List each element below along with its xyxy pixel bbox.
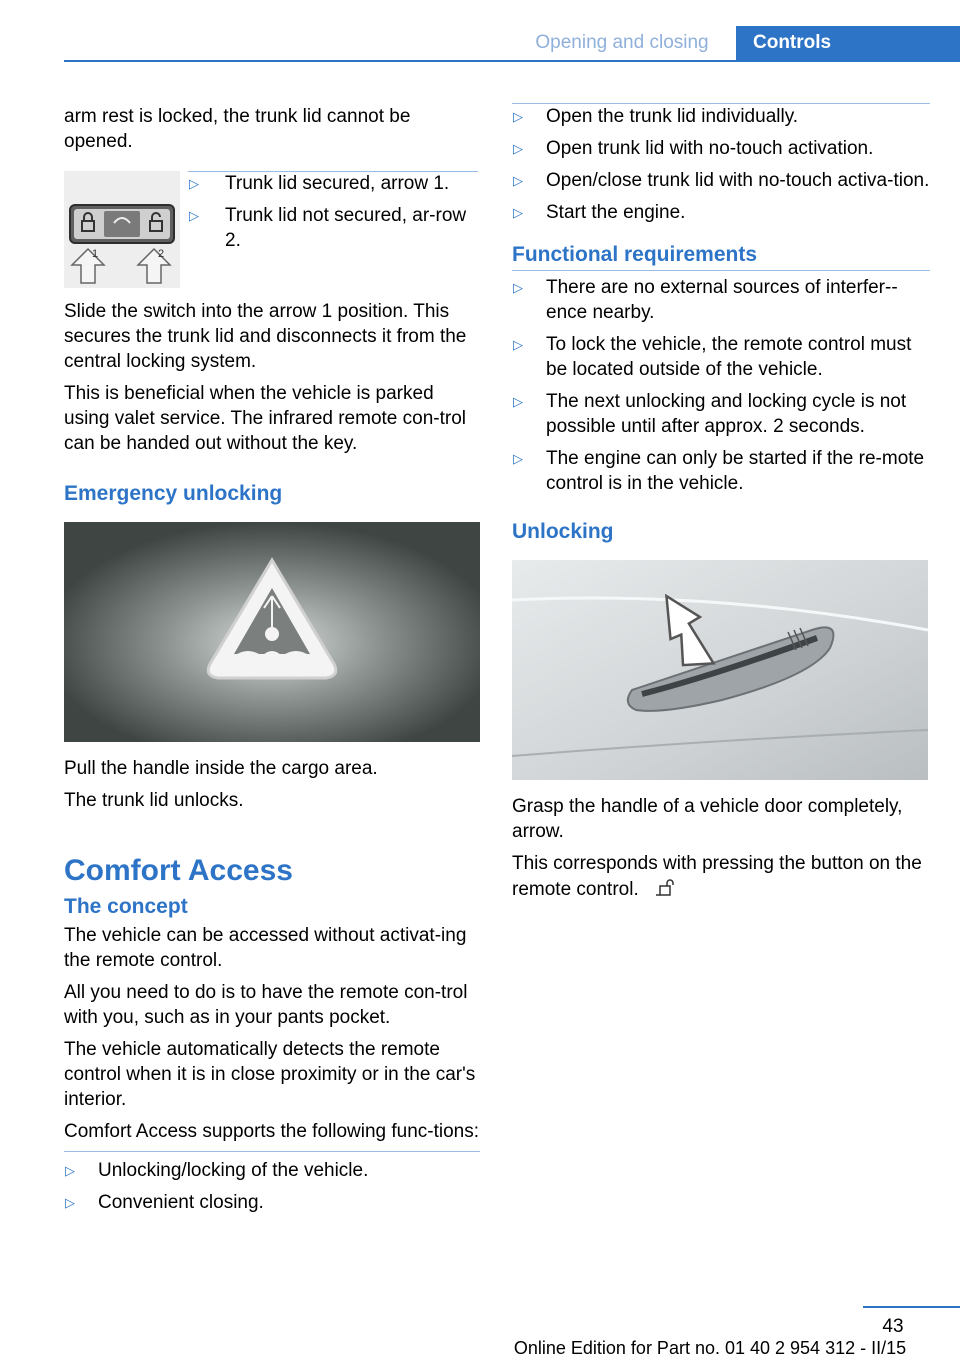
requirements-list: [512, 275, 930, 496]
triangle-bullet-icon: ▷: [513, 141, 523, 156]
functions-continued-list: [512, 104, 930, 225]
triangle-bullet-icon: ▷: [513, 109, 523, 124]
list-item: ▷ There are no external sources of interfer-ence nearby.: [513, 277, 898, 323]
triangle-bullet-icon: ▷: [513, 173, 523, 188]
header-section-title: Opening and closing: [535, 32, 709, 53]
switch-list-wrap: [188, 171, 478, 260]
section-end-icon: [654, 876, 680, 898]
triangle-bullet-icon: ▷: [513, 394, 523, 409]
triangle-bullet-icon: ▷: [513, 337, 523, 352]
intro-text: arm rest is locked, the trunk lid cannot be opened.: [64, 106, 411, 152]
trunk-switch-figure: [64, 171, 180, 288]
arrow-2-label: 2: [158, 248, 165, 260]
emergency-heading: Emergency unlocking: [64, 482, 283, 505]
switch-para-1: Slide the switch into the arrow 1 position. This secures the trunk lid and disconnects it from the central locking system.: [64, 301, 467, 372]
comfort-access-heading: Comfort Access: [64, 854, 293, 887]
list-item: ▷ Open the trunk lid individually.: [513, 106, 799, 127]
edition-line: Online Edition for Part no. 01 40 2 954 312 - II/15: [513, 1338, 907, 1358]
switch-list: [188, 171, 478, 253]
unlocking-para-2: This corresponds with pressing the button on the remote control.: [512, 853, 922, 900]
header-rule: [64, 60, 960, 62]
concept-para-2: All you need to do is to have the remote con-trol with you, such as in your pants pocket.: [64, 982, 468, 1028]
requirements-list-rule: [512, 270, 930, 271]
list-item: ▷ The engine can only be started if the re-mote control is in the vehicle.: [513, 448, 925, 494]
concept-heading: The concept: [64, 895, 188, 918]
triangle-bullet-icon: ▷: [65, 1195, 75, 1210]
triangle-bullet-icon: ▷: [513, 280, 523, 295]
switch-block: [64, 171, 480, 289]
list-item: ▷ Trunk lid secured, arrow 1.: [189, 173, 450, 194]
footer-rule: [863, 1306, 960, 1308]
list-item: ▷ Convenient closing.: [65, 1192, 264, 1213]
switch-para-2: This is beneficial when the vehicle is parked using valet service. The infrared remote con-trol can be handed out without the key.: [64, 383, 466, 454]
list-item: ▷ Unlocking/locking of the vehicle.: [65, 1160, 369, 1181]
functions-list: [64, 1158, 480, 1215]
triangle-bullet-icon: ▷: [513, 205, 523, 220]
unlocking-para-1: Grasp the handle of a vehicle door completely, arrow.: [512, 796, 903, 842]
right-column: [512, 104, 930, 909]
concept-para-4: Comfort Access supports the following func-tions:: [64, 1121, 480, 1142]
triangle-bullet-icon: ▷: [65, 1163, 75, 1178]
list-item: ▷ Start the engine.: [513, 202, 686, 223]
functions-list-rule: [64, 1151, 480, 1152]
list-item: ▷ Trunk lid not secured, ar-row 2.: [189, 205, 467, 251]
list-item: ▷ The next unlocking and locking cycle is not possible until after approx. 2 seconds.: [513, 391, 907, 437]
page-number: 43: [882, 1316, 904, 1337]
triangle-bullet-icon: ▷: [189, 176, 199, 191]
list-item: ▷ To lock the vehicle, the remote control must be located outside of the vehicle.: [513, 334, 912, 380]
concept-para-1: The vehicle can be accessed without activat-ing the remote control.: [64, 925, 467, 971]
header-tab-controls: Controls: [736, 26, 960, 60]
list-item: ▷ Open trunk lid with no-touch activation.: [513, 138, 874, 159]
unlocking-heading: Unlocking: [512, 520, 614, 543]
door-handle-figure: [512, 560, 928, 780]
list-item: ▷ Open/close trunk lid with no-touch activa-tion.: [513, 170, 930, 191]
emergency-para-1: Pull the handle inside the cargo area.: [64, 758, 378, 779]
left-column: [64, 104, 480, 1222]
unlocking-para-2-wrap: [512, 851, 930, 902]
triangle-bullet-icon: ▷: [189, 208, 199, 223]
concept-para-3: The vehicle automatically detects the remote control when it is in close proximity or in the car's interior.: [64, 1039, 476, 1110]
requirements-heading: Functional requirements: [512, 243, 758, 266]
arrow-1-label: 1: [92, 248, 99, 260]
emergency-handle-figure: [64, 522, 480, 742]
triangle-bullet-icon: ▷: [513, 451, 523, 466]
emergency-para-2: The trunk lid unlocks.: [64, 790, 244, 811]
